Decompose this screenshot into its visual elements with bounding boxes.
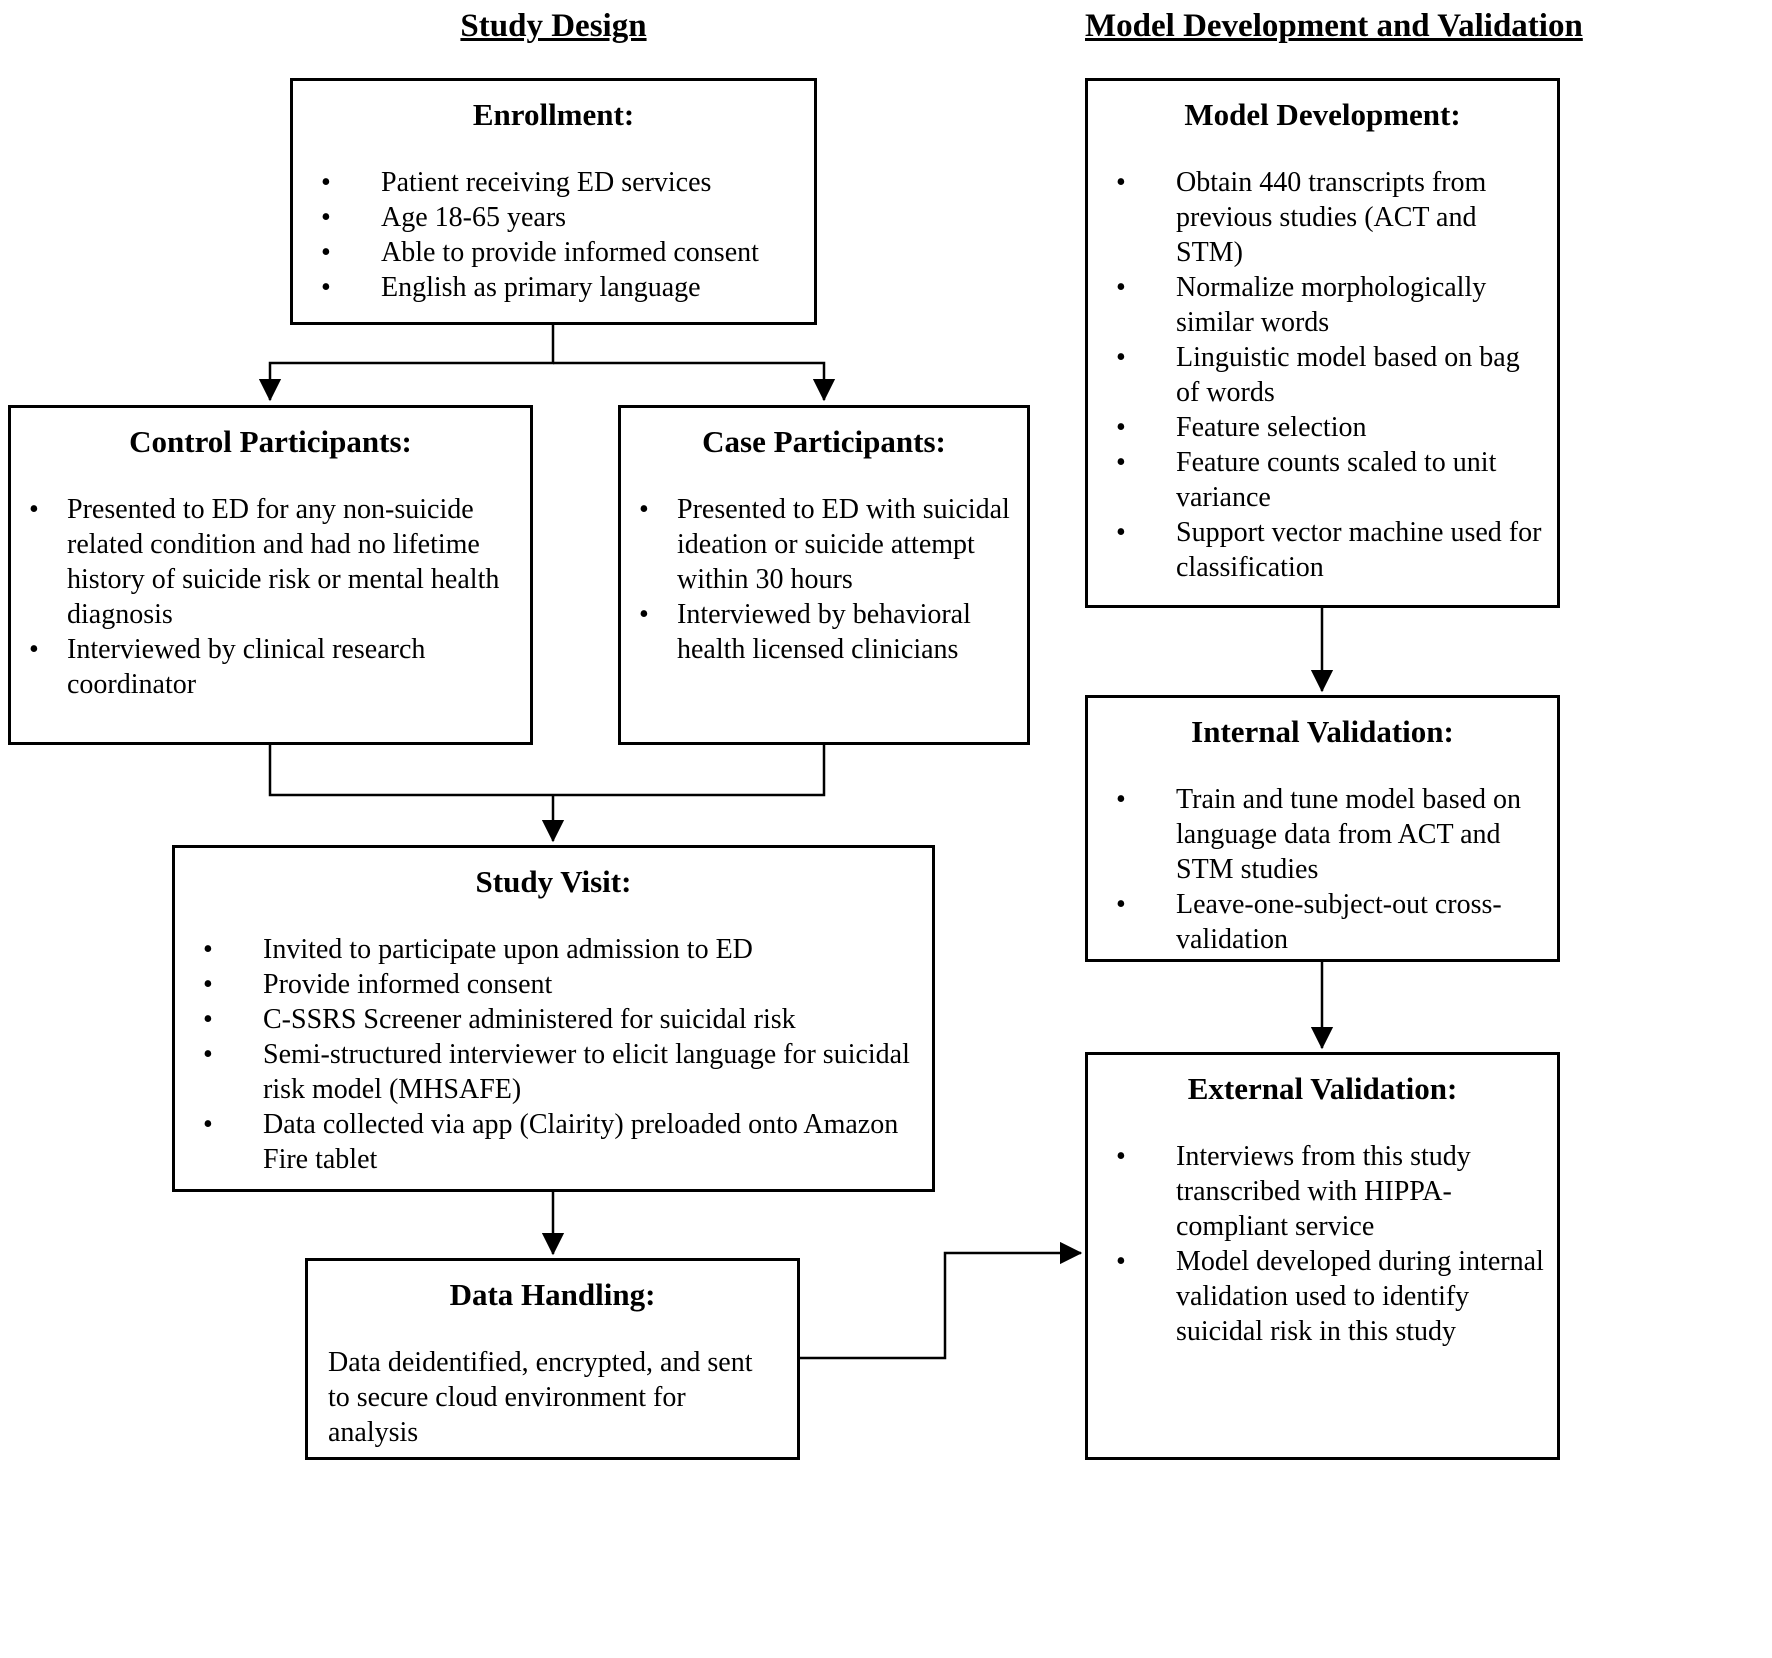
study-design-heading: Study Design bbox=[460, 8, 647, 44]
external-validation-box bbox=[1085, 1052, 1560, 1460]
model-development-title: Model Development: bbox=[1184, 97, 1461, 132]
arrow-enrollment-to-control bbox=[270, 325, 553, 400]
bullet-item: • Leave-one-subject-out cross-validation bbox=[1088, 887, 1547, 957]
external-validation-title: External Validation: bbox=[1187, 1071, 1458, 1106]
data-handling-title: Data Handling: bbox=[449, 1277, 656, 1312]
bullet-item: • Interviews from this study transcribed with HIPPA-compliant service bbox=[1088, 1139, 1547, 1244]
case-participants-box bbox=[618, 405, 1030, 745]
bullet-item: • Feature counts scaled to unit variance bbox=[1088, 445, 1547, 515]
bullet-item: • Provide informed consent bbox=[175, 967, 922, 1002]
bullet-item: • Train and tune model based on language data from ACT and STM studies bbox=[1088, 782, 1547, 887]
bullet-item: • Invited to participate upon admission to ED bbox=[175, 932, 922, 967]
bullet-item: • Presented to ED with suicidal ideation or suicide attempt within 30 hours bbox=[621, 492, 1017, 597]
bullet-item: • Semi-structured interviewer to elicit language for suicidal risk model (MHSAFE) bbox=[175, 1037, 922, 1107]
bullet-item: • Linguistic model based on bag of words bbox=[1088, 340, 1547, 410]
bullet-item: • Model developed during internal validation used to identify suicidal risk in this study bbox=[1088, 1244, 1547, 1349]
arrow-data-handling-to-external-validation bbox=[800, 1253, 1081, 1358]
internal-validation-box bbox=[1085, 695, 1560, 962]
bullet-item: • Patient receiving ED services bbox=[293, 165, 804, 200]
case-participants-title: Case Participants: bbox=[702, 424, 946, 459]
bullet-item: • Obtain 440 transcripts from previous studies (ACT and STM) bbox=[1088, 165, 1547, 270]
control-participants-title: Control Participants: bbox=[129, 424, 412, 459]
case-participants-list bbox=[621, 492, 1027, 667]
bullet-item: • English as primary language bbox=[293, 270, 804, 305]
study-visit-box bbox=[172, 845, 935, 1192]
bullet-item: • Age 18-65 years bbox=[293, 200, 804, 235]
control-participants-list bbox=[11, 492, 530, 702]
bullet-item: • C-SSRS Screener administered for suicidal risk bbox=[175, 1002, 922, 1037]
bullet-item: • Presented to ED for any non-suicide related condition and had no lifetime history of suicide risk or mental health diagnosis bbox=[11, 492, 520, 632]
data-handling-body: Data deidentified, encrypted, and sent to secure cloud environment for analysis bbox=[328, 1347, 753, 1448]
control-participants-box bbox=[8, 405, 533, 745]
internal-validation-title: Internal Validation: bbox=[1191, 714, 1454, 749]
study-visit-title: Study Visit: bbox=[475, 864, 632, 899]
bullet-item: • Interviewed by clinical research coordinator bbox=[11, 632, 520, 702]
model-development-heading: Model Development and Validation bbox=[1085, 8, 1583, 44]
data-handling-box bbox=[305, 1258, 800, 1460]
bullet-item: • Data collected via app (Clairity) preloaded onto Amazon Fire tablet bbox=[175, 1107, 922, 1177]
enrollment-box bbox=[290, 78, 817, 325]
model-development-list bbox=[1088, 165, 1557, 585]
model-development-box bbox=[1085, 78, 1560, 608]
enrollment-list bbox=[293, 165, 814, 305]
bullet-item: • Normalize morphologically similar words bbox=[1088, 270, 1547, 340]
bullet-item: • Interviewed by behavioral health licensed clinicians bbox=[621, 597, 1017, 667]
arrow-enrollment-to-case bbox=[553, 363, 824, 400]
enrollment-title: Enrollment: bbox=[472, 97, 635, 132]
bullet-item: • Feature selection bbox=[1088, 410, 1547, 445]
line-control-case-merge bbox=[270, 745, 824, 795]
bullet-item: • Support vector machine used for classification bbox=[1088, 515, 1547, 585]
external-validation-list bbox=[1088, 1139, 1557, 1349]
internal-validation-list bbox=[1088, 782, 1557, 957]
bullet-item: • Able to provide informed consent bbox=[293, 235, 804, 270]
study-visit-list bbox=[175, 932, 932, 1177]
